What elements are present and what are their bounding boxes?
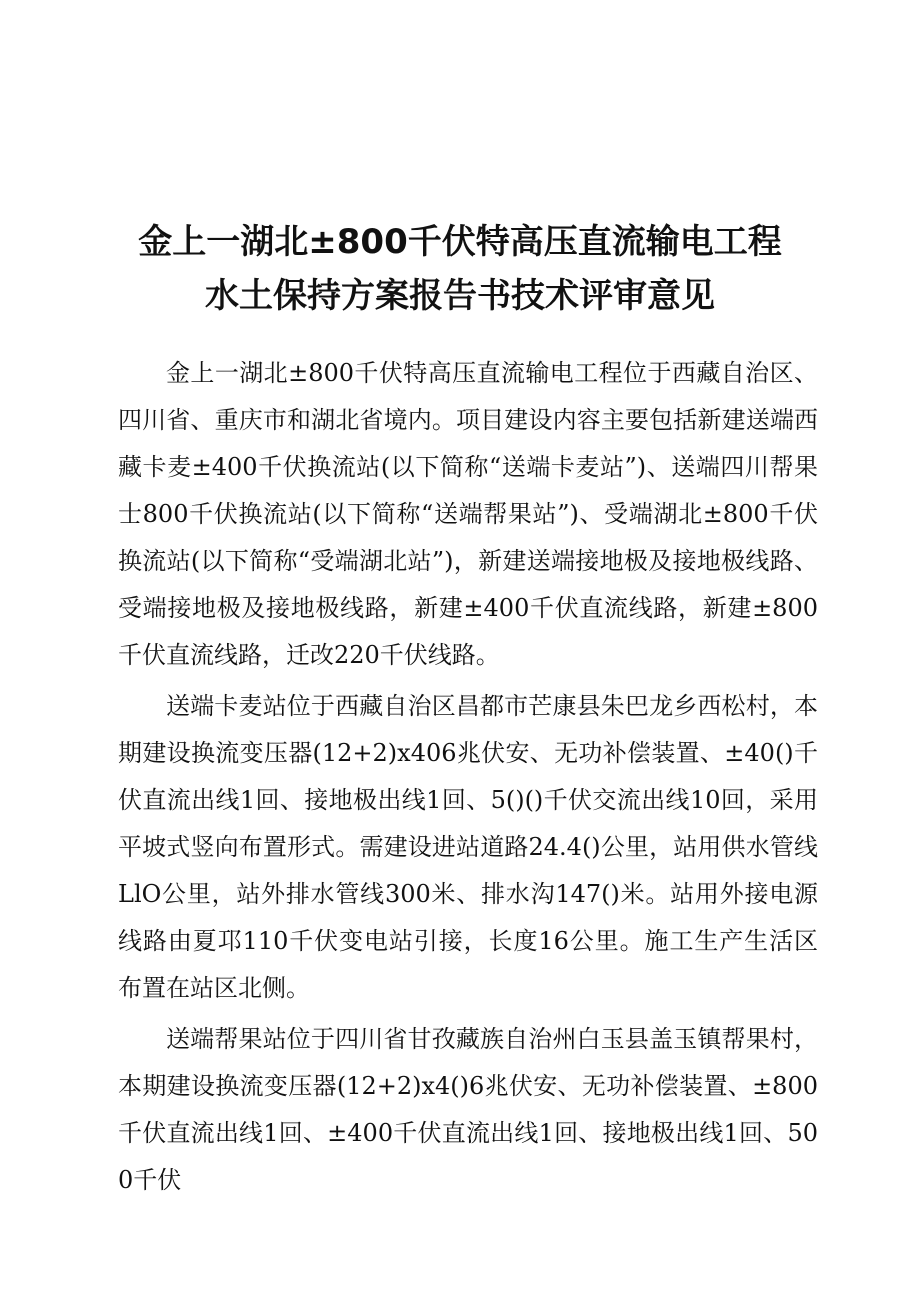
document-title-line-2: 水土保持方案报告书技术评审意见 [205, 276, 715, 316]
document-title-line-1: 金上一湖北±800千伏特高压直流输电工程 [138, 222, 782, 262]
body-paragraph-overview: 金上一湖北±800千伏特高压直流输电工程位于西藏自治区、四川省、重庆市和湖北省境内。项目建设内容主要包括新建送端西藏卡麦±400千伏换流站(以下简称“送端卡麦站”)、送端四川帮果士800千伏换流站(以下简称“送端帮果站”)、受端湖北±800千伏换流站(以下简称“受端湖北站”)，新建送端接地极及接地极线路、受端接地极及接地极线路，新建±400千伏直流线路，新建±800千伏直流线路，迁改220千伏线路。 [118, 359, 818, 669]
document-body [118, 350, 818, 1208]
body-paragraph-kamai-station: 送端卡麦站位于西藏自治区昌都市芒康县朱巴龙乡西松村，本期建设换流变压器(12+2)x406兆伏安、无功补偿装置、±40()千伏直流出线1回、接地极出线1回、5()()千伏交流出线10回，采用平坡式竖向布置形式。需建设进站道路24.4()公里，站用供水管线LlO公里，站外排水管线300米、排水沟147()米。站用外接电源线路由夏邛110千伏变电站引接，长度16公里。施工生产生活区布置在站区北侧。 [118, 692, 818, 1002]
body-paragraph-bangguo-station: 送端帮果站位于四川省甘孜藏族自治州白玉县盖玉镇帮果村，本期建设换流变压器(12+2)x4()6兆伏安、无功补偿装置、±800千伏直流出线1回、±400千伏直流出线1回、接地极出线1回、500千伏 [118, 1025, 818, 1194]
